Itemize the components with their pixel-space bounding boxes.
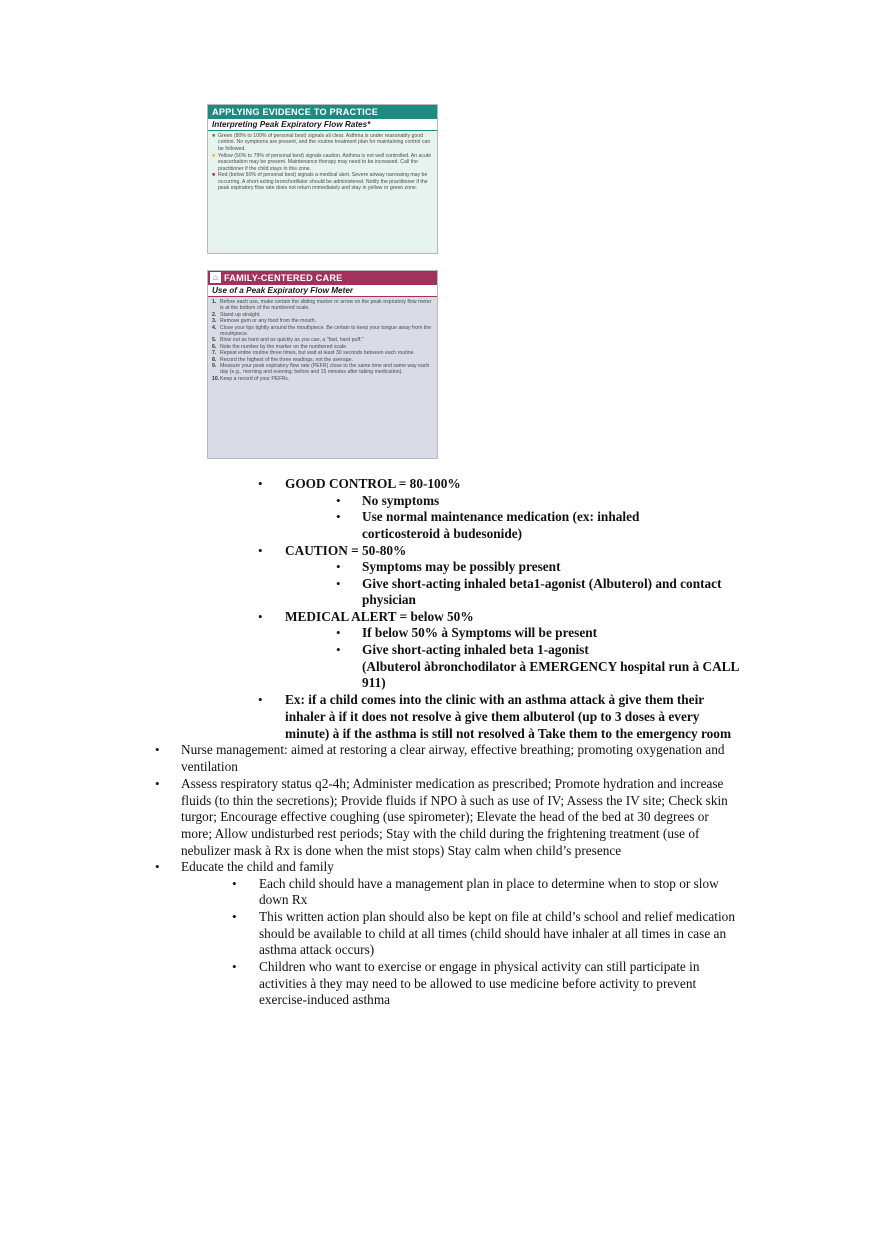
evidence-item <box>212 153 433 172</box>
list-item: Symptoms may be possibly present <box>362 559 561 574</box>
bullet: • <box>336 625 341 640</box>
step-text: Stand up straight. <box>220 311 261 318</box>
bullet: • <box>155 859 160 874</box>
list-item: asthma attack occurs) <box>259 942 375 957</box>
bullet: • <box>336 493 341 508</box>
list-item: exercise-induced asthma <box>259 992 391 1007</box>
zone-color-icon: ■ <box>212 172 216 179</box>
bullet: • <box>232 876 237 891</box>
assessment-text: fluids (to thin the secretions); Provide fluids if NPO à such as use of IV; Assess the IV site; Check skin <box>181 793 728 808</box>
family-care-box <box>207 270 438 459</box>
bullet: • <box>336 642 341 657</box>
step-item <box>212 376 433 382</box>
step-text: Blow out as hard and as quickly as you can, a "fast, hard puff." <box>220 337 364 344</box>
family-icon: ⌂ <box>210 272 221 283</box>
bullet: • <box>258 543 263 558</box>
assessment-text: nebulizer mask à Rx is done when the mist stops) Stay calm when child’s presence <box>181 843 622 858</box>
list-item: 911) <box>362 675 386 690</box>
step-text: Measure your peak expiratory flow rate (PEFR) close to the same time and same way each day (e.g., morning and evening; before and 15 minutes after taking medication). <box>220 363 430 376</box>
bullet: • <box>258 692 263 707</box>
list-item: corticosteroid à budesonide) <box>362 526 523 541</box>
bullet: • <box>232 909 237 924</box>
assessment-text: Assess respiratory status q2-4h; Administer medication as prescribed; Promote hydration and increase <box>181 776 724 791</box>
evidence-list <box>208 131 437 253</box>
good-control-heading: GOOD CONTROL = 80-100% <box>285 476 461 491</box>
list-item: Give short-acting inhaled beta1-agonist (Albuterol) and contact <box>362 576 722 591</box>
bullet: • <box>155 776 160 791</box>
evidence-box-subtitle: Interpreting Peak Expiratory Flow Rates* <box>208 119 437 131</box>
family-care-header <box>208 271 437 285</box>
family-care-title: FAMILY-CENTERED CARE <box>224 273 343 283</box>
example-text: minute) à if the asthma is still not resolved à Take them to the emergency room <box>285 726 732 741</box>
list-item: Give short-acting inhaled beta 1-agonist <box>362 642 589 657</box>
zone-color-icon: ■ <box>212 133 216 139</box>
bullet: • <box>336 559 341 574</box>
medical-alert-heading: MEDICAL ALERT = below 50% <box>285 609 474 624</box>
step-text: Before each use, make certain the sliding marker or arrow on the peak expiratory flow meter is at the bottom of the numbered scale. <box>220 299 432 312</box>
example-text: Ex: if a child comes into the clinic with an asthma attack à give them their <box>285 692 705 707</box>
step-item <box>212 363 433 376</box>
step-number: 4. <box>212 324 217 331</box>
list-item: Children who want to exercise or engage in physical activity can still participate in <box>259 959 700 974</box>
step-text: Record the highest of the three readings, not the average. <box>220 356 353 363</box>
list-item: Each child should have a management plan in place to determine when to stop or slow <box>259 876 719 891</box>
step-text: Remove gum or any food from the mouth. <box>220 318 317 325</box>
step-text: Repeat entire routine three times, but wait at least 30 seconds between each routine. <box>220 350 415 357</box>
step-number: 1. <box>212 299 217 305</box>
example-text: inhaler à if it does not resolve à give them albuterol (up to 3 doses à every <box>285 709 700 724</box>
step-number: 10. <box>212 375 220 382</box>
zone-color-icon: ■ <box>212 152 216 159</box>
list-item: If below 50% à Symptoms will be present <box>362 625 598 640</box>
evidence-item <box>212 133 433 152</box>
step-item <box>212 299 433 312</box>
evidence-item-text: Red (below 50% of personal best) signals a medical alert. Severe airway narrowing may be occurring. A short-acting bronchodilator should be administered. Notify the practitioner if the peak expiratory flow rate does not return immediately and stay in yellow or green zone. <box>218 172 428 192</box>
evidence-item <box>212 172 433 191</box>
caution-heading: CAUTION = 50-80% <box>285 543 407 558</box>
nurse-management-text: ventilation <box>181 759 238 774</box>
list-item: This written action plan should also be kept on file at child’s school and relief medication <box>259 909 735 924</box>
list-item: Use normal maintenance medication (ex: inhaled <box>362 509 640 524</box>
step-text: Note the number by the marker on the numbered scale. <box>220 343 348 350</box>
step-number: 6. <box>212 343 217 350</box>
list-item: activities à they may need to be allowed to use medicine before activity to prevent <box>259 976 697 991</box>
step-number: 2. <box>212 311 217 318</box>
step-number: 8. <box>212 356 217 363</box>
steps-list <box>208 297 437 459</box>
step-number: 7. <box>212 350 217 357</box>
evidence-box-title: APPLYING EVIDENCE TO PRACTICE <box>208 105 437 119</box>
list-item: should be available to child at all times (child should have inhaler at all times in case an <box>259 926 727 941</box>
bullet: • <box>258 609 263 624</box>
bullet: • <box>232 959 237 974</box>
list-item: No symptoms <box>362 493 440 508</box>
family-care-subtitle: Use of a Peak Expiratory Flow Meter <box>208 285 437 297</box>
bullet: • <box>336 576 341 591</box>
bullet: • <box>155 742 160 757</box>
step-number: 9. <box>212 363 217 370</box>
bullet: • <box>258 476 263 491</box>
bullet: • <box>336 509 341 524</box>
assessment-text: more; Allow undisturbed rest periods; Stay with the child during the frightening treatment (use of <box>181 826 700 841</box>
evidence-box <box>207 104 438 254</box>
list-item: (Albuterol àbronchodilator à EMERGENCY hospital run à CALL <box>362 659 740 674</box>
step-item <box>212 325 433 338</box>
evidence-item-text: Yellow (50% to 79% of personal best) signals caution. Asthma is not well controlled. An acute exacerbation may be present. Maintenance therapy may need to be increased. Call the practitioner if the child stays in this zone. <box>218 152 432 172</box>
evidence-item-text: Green (80% to 100% of personal best) signals all clear. Asthma is under reasonably good control. No symptoms are present, and the routine treatment plan for maintaining control can be followed. <box>218 133 431 152</box>
step-text: Keep a record of your PEFRs. <box>220 375 290 382</box>
step-text: Close your lips tightly around the mouthpiece. Be certain to keep your tongue away from the mouthpiece. <box>220 324 432 338</box>
assessment-text: turgor; Encourage effective coughing (use spirometer); Elevate the head of the bed at 30 degrees or <box>181 809 709 824</box>
nurse-management-text: Nurse management: aimed at restoring a clear airway, effective breathing; promoting oxygenation and <box>181 742 725 757</box>
educate-heading: Educate the child and family <box>181 859 334 874</box>
step-number: 3. <box>212 318 217 325</box>
list-item: down Rx <box>259 892 308 907</box>
step-number: 5. <box>212 337 217 344</box>
list-item: physician <box>362 592 416 607</box>
